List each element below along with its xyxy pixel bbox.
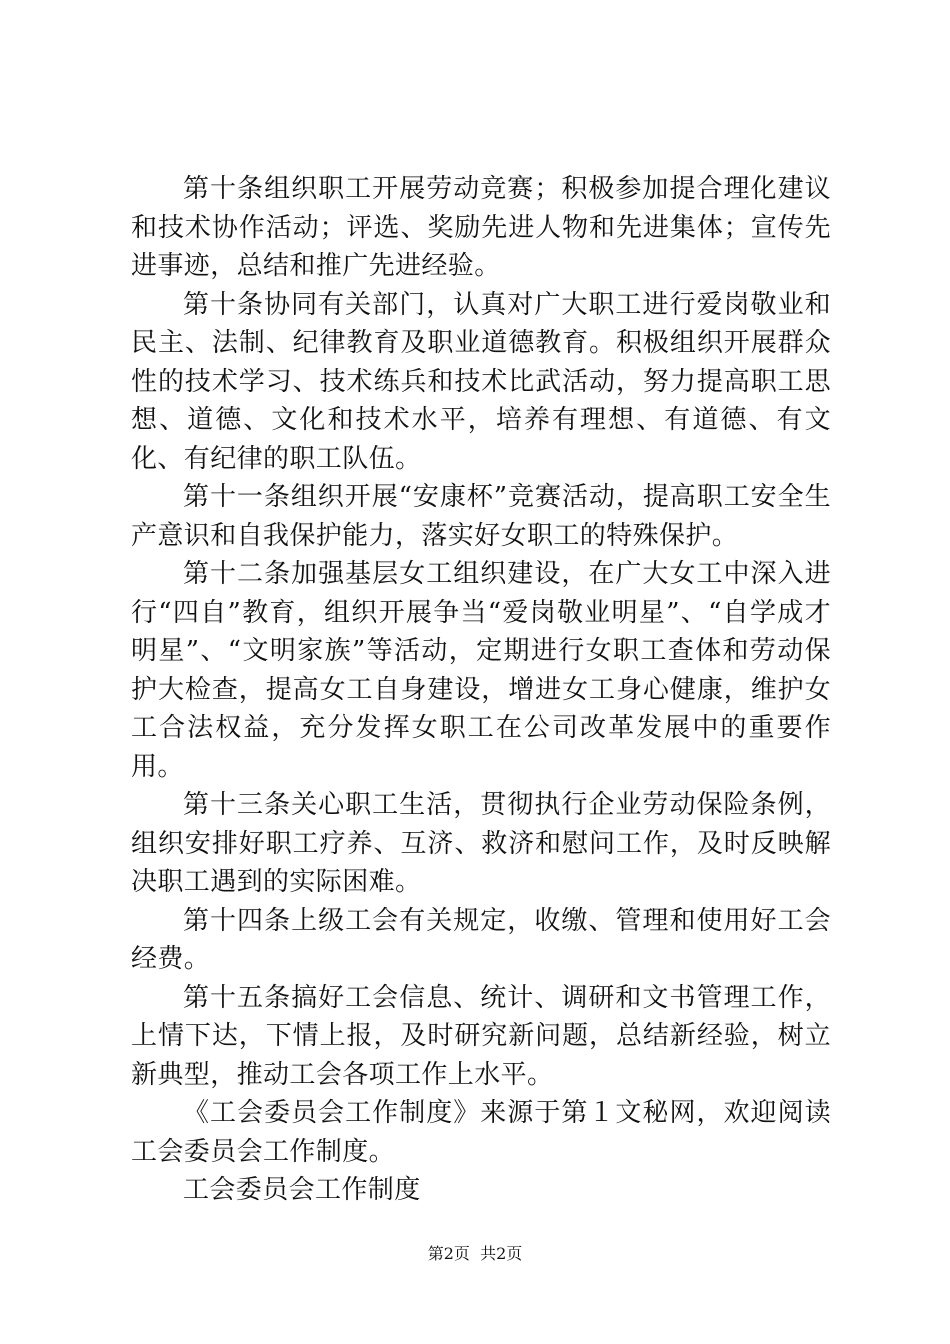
paragraph-article-14: 第十四条上级工会有关规定，收缴、管理和使用好工会经费。 — [131, 905, 831, 974]
paragraph-closing-title: 工会委员会工作制度 — [183, 1175, 421, 1205]
paragraph-article-12: 第十二条加强基层女工组织建设，在广大女工中深入进行“四自”教育，组织开展争当“爱岗敬业明星”、“自学成才明星”、“文明家族”等活动，定期进行女职工查体和劳动保护大检查，提高女工自身建设，增进女工身心健康，维护女工合法权益，充分发挥女职工在公司改革发展中的重要作用。 — [131, 559, 831, 782]
paragraph-article-10-education: 第十条协同有关部门，认真对广大职工进行爱岗敬业和民主、法制、纪律教育及职业道德教育。积极组织开展群众性的技术学习、技术练兵和技术比武活动，努力提高职工思想、道德、文化和技术水平，培养有理想、有道德、有文化、有纪律的职工队伍。 — [131, 289, 831, 474]
paragraph-article-13: 第十三条关心职工生活，贯彻执行企业劳动保险条例，组织安排好职工疗养、互济、救济和慰问工作，及时反映解决职工遇到的实际困难。 — [131, 790, 831, 897]
page-footer: 第2页 共2页 — [427, 1244, 523, 1263]
paragraph-source-note: 《工会委员会工作制度》来源于第１文秘网，欢迎阅读工会委员会工作制度。 — [131, 1098, 831, 1167]
paragraph-article-10-competition: 第十条组织职工开展劳动竞赛；积极参加提合理化建议和技术协作活动；评选、奖励先进人物和先进集体；宣传先进事迹，总结和推广先进经验。 — [131, 174, 831, 281]
paragraph-article-11: 第十一条组织开展“安康杯”竞赛活动，提高职工安全生产意识和自我保护能力，落实好女职工的特殊保护。 — [131, 482, 831, 551]
document-body — [131, 170, 831, 1210]
paragraph-article-15: 第十五条搞好工会信息、统计、调研和文书管理工作，上情下达，下情上报，及时研究新问题，总结新经验，树立新典型，推动工会各项工作上水平。 — [131, 982, 831, 1090]
